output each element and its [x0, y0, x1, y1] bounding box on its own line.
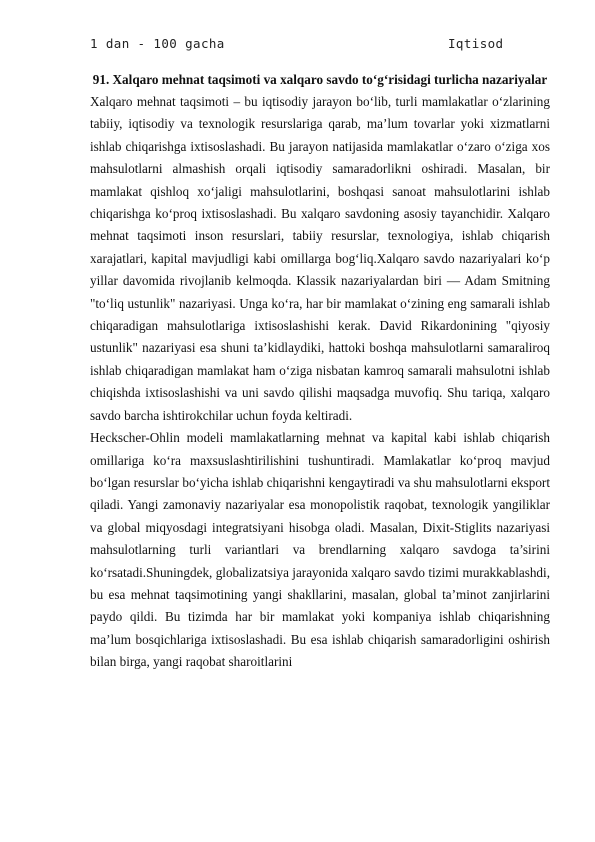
header-range-label: 1 dan - 100 gacha	[90, 36, 225, 51]
paragraph-1: Xalqaro mehnat taqsimoti – bu iqtisodiy jarayon bo‘lib, turli mamlakatlar o‘zlarining tabiiy, iqtisodiy va texnologik resurslariga qarab, ma’lum tovarlar yoki xizmatlarni ishlab chiqarishga ixtisoslashadi. Bu jarayon natijasida mamlakatlar o‘zaro o‘ziga xos mahsulotlarni almashish orqali iqtisodiy samaradorlikni oshiradi. Masalan, bir mamlakat qishloq xo‘jaligi mahsulotlarini, boshqasi sanoat mahsulotlarini ishlab chiqarishga ko‘proq ixtisoslashadi. Bu xalqaro savdoning asosiy tayanchidir. Xalqaro mehnat taqsimoti inson resurslari, tabiiy resurslar, texnologiya, ishlab chiqarish xarajatlari, kapital mavjudligi kabi omillarga bog‘liq.Xalqaro savdo nazariyalari ko‘p yillar davomida rivojlanib kelmoqda. Klassik nazariyalardan biri — Adam Smitning "to‘liq ustunlik" nazariyasi. Unga ko‘ra, har bir mamlakat o‘zining eng samarali ishlab chiqaradigan mahsulotlariga ixtisoslashishi kerak. David Rikardonining "qiyosiy ustunlik" nazariyasi esa shuni ta’kidlaydiki, hattoki boshqa mahsulotlarni samaraliroq ishlab chiqaradigan mamlakat ham o‘ziga nisbatan kamroq samarali mahsulotni ishlab chiqishda ixtisoslashishi va uni savdo qilishi maqsadga muvofiq. Shu tariqa, xalqaro savdo barcha ishtirokchilar uchun foyda keltiradi.	[90, 94, 550, 423]
page-header	[90, 36, 530, 56]
document-body	[90, 69, 550, 674]
header-subject-label: Iqtisod	[448, 36, 504, 51]
section-title: 91. Xalqaro mehnat taqsimoti va xalqaro savdo to‘g‘risidagi turlicha nazariyalar	[92, 72, 548, 87]
paragraph-2: Heckscher-Ohlin modeli mamlakatlarning mehnat va kapital kabi ishlab chiqarish omillariga ko‘ra maxsuslashtirilishini tushuntiradi. Mamlakatlar ko‘proq mavjud bo‘lgan resurslar bo‘yicha ishlab chiqarishni kengaytiradi va shu mahsulotlarni eksport qiladi. Yangi zamonaviy nazariyalar esa monopolistik raqobat, texnologik yangiliklar va global miqyosdagi integratsiyani hisobga oladi. Masalan, Dixit-Stiglits nazariyasi mahsulotlarning turli variantlari va brendlarning xalqaro savdoga ta’sirini ko‘rsatadi.Shuningdek, globalizatsiya jarayonida xalqaro savdo tizimi murakkablashdi, bu esa mehnat taqsimotining yangi shakllarini, masalan, global ta’minot zanjirlarini paydo qildi. Bu tizimda har bir mamlakat yoki kompaniya ishlab chiqarishning ma’lum bosqichlariga ixtisoslashadi. Bu esa ishlab chiqarish samaradorligini oshirish bilan birga, yangi raqobat sharoitlarini	[90, 430, 550, 670]
